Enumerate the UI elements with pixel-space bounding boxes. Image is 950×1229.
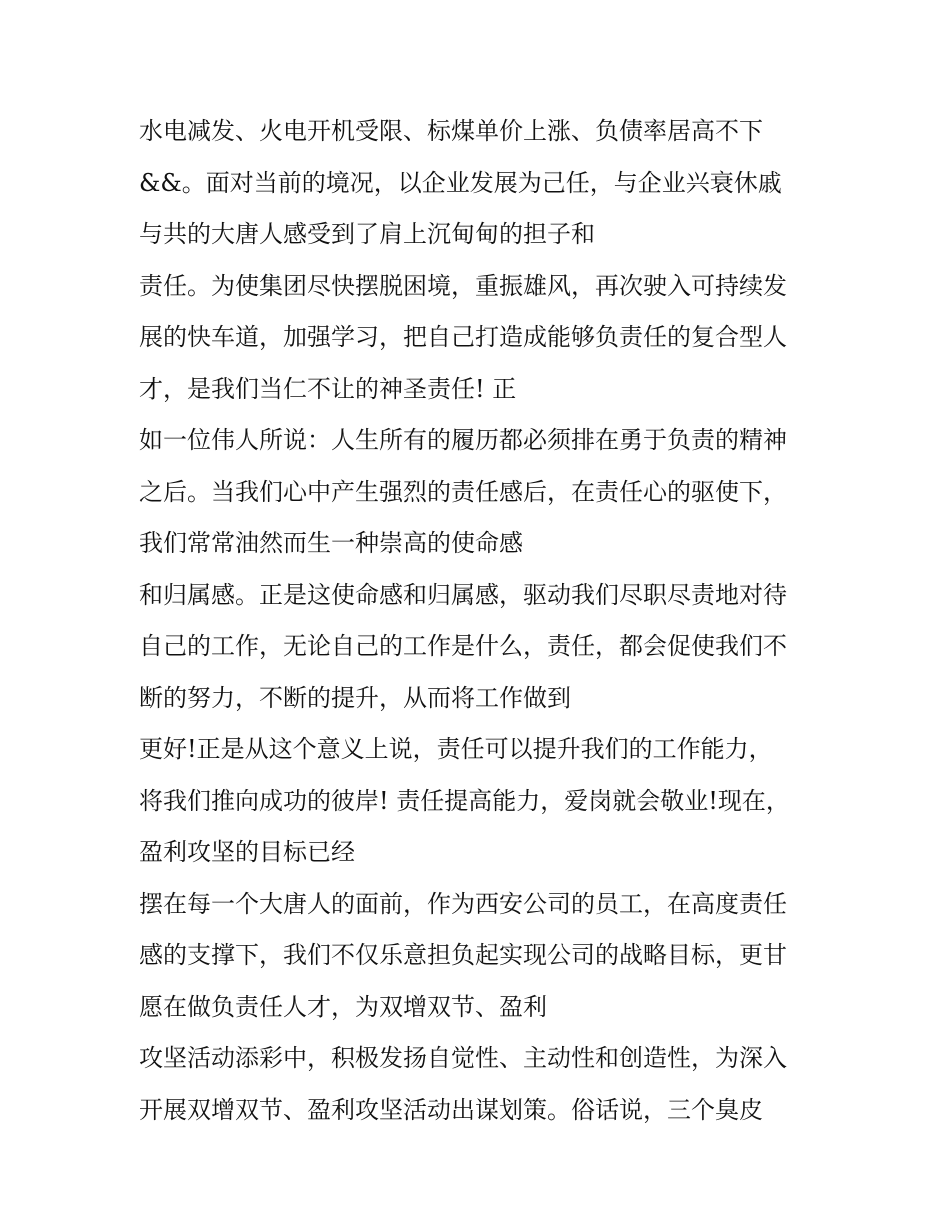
text-line: 断的努力，不断的提升，从而将工作做到 xyxy=(139,683,571,712)
text-line: 开展双增双节、盈利攻坚活动出谋划策。俗话说，三个臭皮 xyxy=(139,1095,763,1124)
text-line: 将我们推向成功的彼岸! 责任提高能力，爱岗就会敬业!现在， xyxy=(139,786,790,815)
body-text xyxy=(139,106,829,1136)
text-line: 与共的大唐人感受到了肩上沉甸甸的担子和 xyxy=(139,220,595,248)
text-line: 攻坚活动添彩中，积极发扬自觉性、主动性和创造性，为深入 xyxy=(139,1044,787,1072)
text-line: 感的支撑下，我们不仅乐意担负起实现公司的战略目标，更甘 xyxy=(139,941,787,969)
text-line: 如一位伟人所说：人生所有的履历都必须排在勇于负责的精神 xyxy=(139,426,787,454)
text-line: 更好!正是从这个意义上说，责任可以提升我们的工作能力， xyxy=(139,735,773,763)
text-line: 和归属感。正是这使命感和归属感，驱动我们尽职尽责地对待 xyxy=(139,580,787,609)
text-line: 展的快车道，加强学习，把自己打造成能够负责任的复合型人 xyxy=(139,323,787,351)
text-line: 愿在做负责任人才，为双增双节、盈利 xyxy=(139,992,547,1021)
text-line: 自己的工作，无论自己的工作是什么，责任，都会促使我们不 xyxy=(139,632,787,660)
text-line: 水电减发、火电开机受限、标煤单价上涨、负债率居高不下 xyxy=(139,117,763,145)
text-line: 我们常常油然而生一种崇高的使命感 xyxy=(139,529,523,557)
text-line: 才，是我们当仁不让的神圣责任! 正 xyxy=(139,374,517,403)
text-line: 责任。为使集团尽快摆脱困境，重振雄风，再次驶入可持续发 xyxy=(139,271,787,300)
text-line: 摆在每一个大唐人的面前，作为西安公司的员工，在高度责任 xyxy=(139,889,787,918)
text-line: 盈利攻坚的目标已经 xyxy=(139,838,355,866)
text-line: 之后。当我们心中产生强烈的责任感后，在责任心的驱使下， xyxy=(139,477,787,506)
text-line: &&。面对当前的境况，以企业发展为己任，与企业兴衰休戚 xyxy=(139,168,782,197)
